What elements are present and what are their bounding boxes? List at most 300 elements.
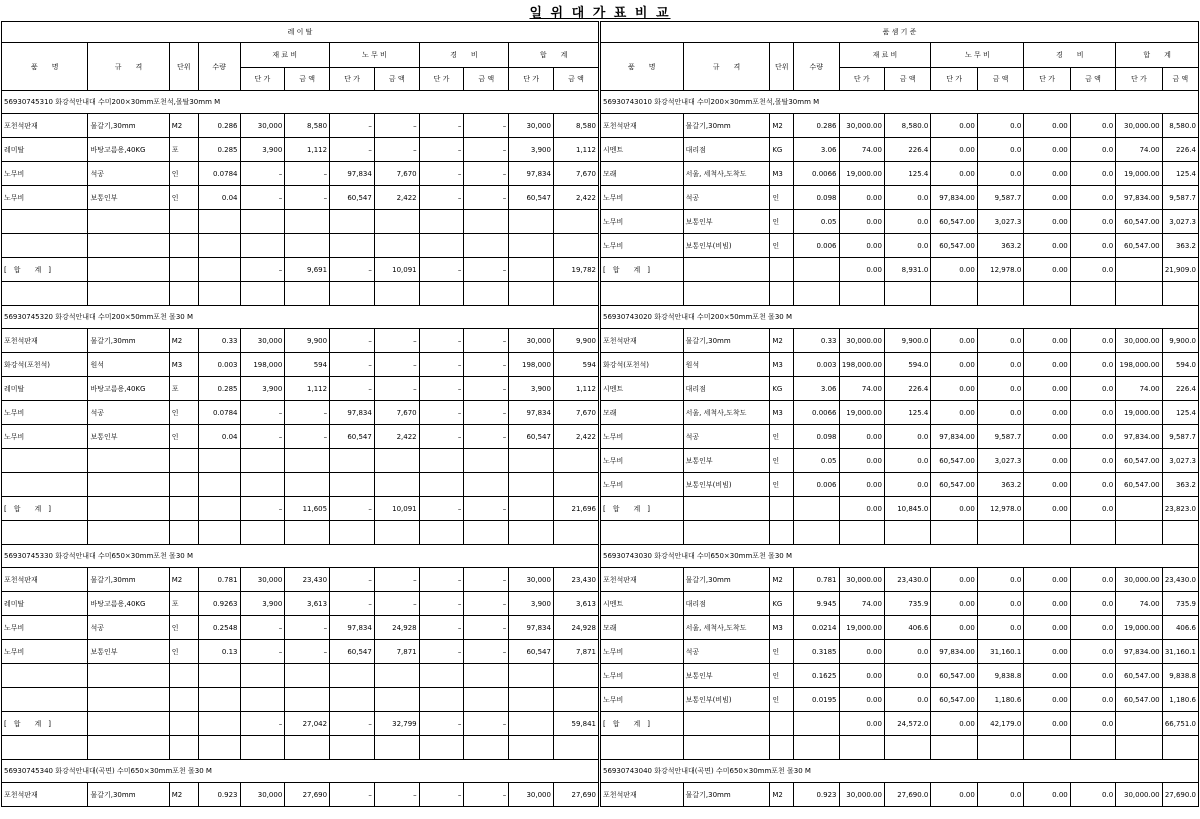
table-cell: 물갈기,30mm xyxy=(683,783,770,807)
table-cell xyxy=(884,521,930,545)
table-cell: 226.4 xyxy=(884,138,930,162)
table-cell: 24,572.0 xyxy=(884,712,930,736)
table-cell: 30,000 xyxy=(240,568,285,592)
table-cell: 30,000.00 xyxy=(1116,568,1162,592)
table-cell: – xyxy=(464,497,509,521)
table-cell xyxy=(794,497,839,521)
table-cell: 모래 xyxy=(601,616,684,640)
table-cell xyxy=(374,234,419,258)
table-cell: – xyxy=(464,616,509,640)
table-cell: 0.0 xyxy=(884,640,930,664)
table-cell: 9,900.0 xyxy=(884,329,930,353)
table-cell: 포 xyxy=(169,592,198,616)
table-cell: 0.00 xyxy=(1024,497,1070,521)
table-cell: – xyxy=(330,353,375,377)
table-row xyxy=(2,234,599,258)
table-cell: 0.00 xyxy=(839,664,884,688)
table-cell xyxy=(330,473,375,497)
panel-title: 품 셈 기 준 xyxy=(601,22,1199,43)
table-cell: 60,547 xyxy=(330,186,375,210)
table-cell: 0.0066 xyxy=(794,162,839,186)
table-cell: 0.33 xyxy=(794,329,839,353)
table-cell: – xyxy=(464,783,509,807)
table-cell: 0.00 xyxy=(839,712,884,736)
table-cell: 0.003 xyxy=(198,353,240,377)
table-cell: 0.00 xyxy=(839,449,884,473)
table-row xyxy=(601,688,1199,712)
table-cell: 0.923 xyxy=(794,783,839,807)
table-cell: 7,670 xyxy=(374,162,419,186)
header-unit: 단위 xyxy=(169,43,198,91)
table-cell xyxy=(683,258,770,282)
header-amount: 금 액 xyxy=(553,68,598,91)
table-cell: 석공 xyxy=(88,162,169,186)
table-cell xyxy=(2,688,88,712)
table-cell: 0.0 xyxy=(977,401,1023,425)
table-cell: 9,900 xyxy=(553,329,598,353)
header-spec: 규 격 xyxy=(683,43,770,91)
table-cell: 서울, 세척사,도착도 xyxy=(683,162,770,186)
table-cell xyxy=(839,521,884,545)
table-cell: 97,834 xyxy=(330,616,375,640)
table-row xyxy=(2,521,599,545)
table-cell: 74.00 xyxy=(1116,377,1162,401)
table-cell xyxy=(88,664,169,688)
cost-table xyxy=(1,21,599,807)
header-unit-price: 단 가 xyxy=(330,68,375,91)
table-cell: 363.2 xyxy=(1162,234,1198,258)
table-cell: 인 xyxy=(169,162,198,186)
table-cell: 3.06 xyxy=(794,138,839,162)
table-cell: – xyxy=(419,353,464,377)
table-cell: – xyxy=(240,616,285,640)
table-cell: 0.13 xyxy=(198,640,240,664)
table-cell: 23,430 xyxy=(285,568,330,592)
table-cell: [ 합 계 ] xyxy=(601,712,684,736)
table-cell xyxy=(198,521,240,545)
table-cell: 97,834.00 xyxy=(931,640,977,664)
table-cell: 30,000.00 xyxy=(1116,329,1162,353)
table-cell: 7,670 xyxy=(553,162,598,186)
table-cell xyxy=(2,234,88,258)
table-cell: 9,691 xyxy=(285,258,330,282)
table-cell xyxy=(464,234,509,258)
table-cell: M2 xyxy=(169,329,198,353)
table-cell: – xyxy=(464,377,509,401)
table-cell: 0.00 xyxy=(1024,186,1070,210)
table-cell: 32,799 xyxy=(374,712,419,736)
table-cell xyxy=(683,712,770,736)
table-cell: 시멘트 xyxy=(601,592,684,616)
table-cell: 31,160.1 xyxy=(977,640,1023,664)
table-cell xyxy=(464,210,509,234)
table-cell: KG xyxy=(770,138,794,162)
table-cell: 1,180.6 xyxy=(1162,688,1198,712)
table-cell: 포천석판재 xyxy=(601,568,684,592)
table-cell: – xyxy=(419,401,464,425)
item-code-row: 56930743010 화강석안내대 수미200×30mm포천석,몰탈30mm M xyxy=(601,91,1199,114)
table-cell xyxy=(1116,258,1162,282)
table-row xyxy=(601,568,1199,592)
table-cell xyxy=(2,282,88,306)
table-cell: M2 xyxy=(770,783,794,807)
table-cell xyxy=(509,234,554,258)
table-cell: 0.00 xyxy=(931,377,977,401)
table-cell: – xyxy=(374,592,419,616)
table-cell: 19,000.00 xyxy=(839,401,884,425)
table-cell: 서울, 세척사,도착도 xyxy=(683,616,770,640)
table-cell: 0.0 xyxy=(884,664,930,688)
table-cell: 0.00 xyxy=(1024,425,1070,449)
table-cell: 0.0 xyxy=(1070,353,1115,377)
table-cell: 60,547.00 xyxy=(931,210,977,234)
table-cell xyxy=(509,210,554,234)
table-cell: 포천석판재 xyxy=(601,783,684,807)
table-cell: 8,580.0 xyxy=(1162,114,1198,138)
table-cell xyxy=(794,736,839,760)
table-cell xyxy=(770,258,794,282)
table-cell: 0.3185 xyxy=(794,640,839,664)
header-amount: 금 액 xyxy=(977,68,1023,91)
table-cell: 0.00 xyxy=(1024,783,1070,807)
table-row xyxy=(601,282,1199,306)
table-cell: 0.0 xyxy=(884,210,930,234)
table-cell xyxy=(683,497,770,521)
table-cell: 모래 xyxy=(601,401,684,425)
table-cell: – xyxy=(464,401,509,425)
header-unit: 단위 xyxy=(770,43,794,91)
table-cell: 인 xyxy=(770,640,794,664)
table-cell: 0.0 xyxy=(977,138,1023,162)
table-cell: 74.00 xyxy=(1116,592,1162,616)
table-cell: 0.00 xyxy=(1024,329,1070,353)
table-cell: 226.4 xyxy=(884,377,930,401)
header-material: 재 료 비 xyxy=(240,43,330,68)
table-cell: 7,670 xyxy=(374,401,419,425)
table-cell: 0.0 xyxy=(884,234,930,258)
table-cell xyxy=(2,664,88,688)
table-cell: 97,834.00 xyxy=(1116,640,1162,664)
table-cell: 물갈기,30mm xyxy=(88,568,169,592)
header-amount: 금 액 xyxy=(884,68,930,91)
table-cell: 석공 xyxy=(88,616,169,640)
table-cell xyxy=(419,664,464,688)
table-cell: 0.00 xyxy=(1024,353,1070,377)
table-cell: 363.2 xyxy=(977,473,1023,497)
table-cell: 물갈기,30mm xyxy=(683,114,770,138)
table-cell: 74.00 xyxy=(839,377,884,401)
table-cell: 0.00 xyxy=(839,258,884,282)
table-cell xyxy=(509,712,554,736)
table-cell xyxy=(419,282,464,306)
table-cell: – xyxy=(464,592,509,616)
table-cell xyxy=(553,473,598,497)
table-cell: 363.2 xyxy=(1162,473,1198,497)
table-cell: 인 xyxy=(770,186,794,210)
table-cell xyxy=(88,210,169,234)
table-cell: 화강석(포천석) xyxy=(2,353,88,377)
header-name: 품 명 xyxy=(601,43,684,91)
table-cell: 74.00 xyxy=(839,138,884,162)
table-cell: M3 xyxy=(770,401,794,425)
table-cell: 바탕고름용,40KG xyxy=(88,138,169,162)
table-row xyxy=(601,425,1199,449)
table-cell: 바탕고름용,40KG xyxy=(88,377,169,401)
table-cell: 노무비 xyxy=(2,640,88,664)
table-cell xyxy=(553,210,598,234)
table-cell: M2 xyxy=(770,329,794,353)
table-cell: KG xyxy=(770,377,794,401)
table-cell: 1,112 xyxy=(285,138,330,162)
table-cell xyxy=(553,664,598,688)
document-title: 일 위 대 가 표 비 교 xyxy=(529,6,671,21)
table-cell xyxy=(770,521,794,545)
table-cell: 0.0 xyxy=(977,592,1023,616)
table-cell: 보통인부(비빔) xyxy=(683,688,770,712)
table-cell: 대리점 xyxy=(683,592,770,616)
table-cell: 0.0 xyxy=(977,353,1023,377)
table-cell: 인 xyxy=(770,473,794,497)
table-cell: – xyxy=(330,329,375,353)
table-cell: 9,587.7 xyxy=(1162,186,1198,210)
table-cell xyxy=(1070,736,1115,760)
table-cell xyxy=(553,449,598,473)
table-cell xyxy=(1162,521,1198,545)
table-cell xyxy=(88,473,169,497)
table-row xyxy=(601,449,1199,473)
table-cell: 물갈기,30mm xyxy=(88,114,169,138)
table-cell: 0.0 xyxy=(1070,449,1115,473)
table-cell: 0.0 xyxy=(884,449,930,473)
table-cell xyxy=(240,210,285,234)
item-code-row: 56930745320 화강석안내대 수미200×50mm포천 몰30 M xyxy=(2,306,599,329)
table-cell: 3,900 xyxy=(240,592,285,616)
table-cell: 노무비 xyxy=(2,616,88,640)
table-cell: 12,978.0 xyxy=(977,258,1023,282)
table-cell: 406.6 xyxy=(884,616,930,640)
table-cell: 0.00 xyxy=(931,258,977,282)
header-total: 합 계 xyxy=(509,43,599,68)
table-cell: – xyxy=(240,162,285,186)
table-cell: 물갈기,30mm xyxy=(683,329,770,353)
table-cell: 원석 xyxy=(683,353,770,377)
table-cell xyxy=(285,688,330,712)
table-cell: 60,547 xyxy=(509,425,554,449)
table-cell: 9,838.8 xyxy=(1162,664,1198,688)
table-cell: 10,091 xyxy=(374,258,419,282)
table-cell xyxy=(285,521,330,545)
table-cell: 406.6 xyxy=(1162,616,1198,640)
table-cell: 60,547.00 xyxy=(1116,688,1162,712)
table-row xyxy=(2,329,599,353)
table-cell: – xyxy=(285,616,330,640)
table-cell: 0.00 xyxy=(1024,473,1070,497)
table-cell xyxy=(794,521,839,545)
table-cell xyxy=(169,736,198,760)
table-cell: 10,091 xyxy=(374,497,419,521)
table-cell: – xyxy=(419,138,464,162)
table-cell: [ 합 계 ] xyxy=(2,712,88,736)
table-cell: – xyxy=(464,712,509,736)
table-cell xyxy=(509,473,554,497)
table-cell: 7,670 xyxy=(553,401,598,425)
table-cell xyxy=(169,258,198,282)
table-cell: 0.0 xyxy=(1070,329,1115,353)
table-cell: 보통인부 xyxy=(88,425,169,449)
table-cell xyxy=(419,449,464,473)
table-cell: – xyxy=(330,568,375,592)
table-cell xyxy=(419,473,464,497)
table-cell: 30,000 xyxy=(509,114,554,138)
table-cell xyxy=(330,210,375,234)
item-code-row: 56930743030 화강석안내대 수미650×30mm포천 몰30 M xyxy=(601,545,1199,568)
table-cell: 2,422 xyxy=(553,186,598,210)
table-cell xyxy=(683,521,770,545)
table-cell: 0.00 xyxy=(931,329,977,353)
table-cell xyxy=(553,521,598,545)
table-cell xyxy=(2,521,88,545)
table-cell: 60,547.00 xyxy=(931,234,977,258)
table-cell: 서울, 세척사,도착도 xyxy=(683,401,770,425)
table-cell: 0.0 xyxy=(1070,425,1115,449)
table-cell: 인 xyxy=(169,401,198,425)
table-cell xyxy=(1116,521,1162,545)
table-cell: 125.4 xyxy=(1162,401,1198,425)
table-cell: 24,928 xyxy=(374,616,419,640)
table-row xyxy=(2,783,599,807)
table-cell xyxy=(419,521,464,545)
table-cell: 60,547 xyxy=(509,186,554,210)
table-cell xyxy=(770,497,794,521)
table-row xyxy=(2,186,599,210)
table-cell: 0.00 xyxy=(1024,162,1070,186)
table-cell: 0.0 xyxy=(1070,114,1115,138)
table-cell: 0.00 xyxy=(931,401,977,425)
table-cell xyxy=(240,449,285,473)
table-cell xyxy=(169,688,198,712)
table-cell xyxy=(770,712,794,736)
table-cell xyxy=(169,664,198,688)
header-name: 품 명 xyxy=(2,43,88,91)
table-row xyxy=(2,353,599,377)
table-cell: M2 xyxy=(169,114,198,138)
table-cell: 0.0 xyxy=(1070,162,1115,186)
table-cell xyxy=(1070,282,1115,306)
table-cell: 인 xyxy=(770,210,794,234)
table-cell: – xyxy=(374,138,419,162)
table-cell xyxy=(464,664,509,688)
table-cell: 인 xyxy=(770,664,794,688)
table-row xyxy=(601,497,1199,521)
table-cell: 3,900 xyxy=(509,138,554,162)
table-row xyxy=(2,688,599,712)
table-cell: – xyxy=(285,186,330,210)
table-row xyxy=(2,114,599,138)
table-cell: – xyxy=(419,592,464,616)
table-row xyxy=(2,497,599,521)
table-cell: 125.4 xyxy=(884,401,930,425)
table-cell xyxy=(1116,736,1162,760)
table-row xyxy=(601,234,1199,258)
table-cell: 0.0 xyxy=(1070,258,1115,282)
table-cell: 60,547 xyxy=(509,640,554,664)
table-cell: – xyxy=(374,568,419,592)
table-cell: 0.0214 xyxy=(794,616,839,640)
table-cell: 19,000.00 xyxy=(839,616,884,640)
table-cell xyxy=(419,210,464,234)
table-cell: 3,900 xyxy=(509,592,554,616)
table-cell: 1,112 xyxy=(553,377,598,401)
item-code-row: 56930745330 화강석안내대 수미650×30mm포천 몰30 M xyxy=(2,545,599,568)
table-cell: 0.285 xyxy=(198,377,240,401)
table-cell: 21,909.0 xyxy=(1162,258,1198,282)
table-cell: M3 xyxy=(770,353,794,377)
table-row xyxy=(2,210,599,234)
table-cell xyxy=(240,234,285,258)
table-cell: M3 xyxy=(770,616,794,640)
table-cell xyxy=(374,210,419,234)
table-cell: 0.00 xyxy=(931,162,977,186)
table-row xyxy=(601,616,1199,640)
table-cell: 0.003 xyxy=(794,353,839,377)
table-cell: – xyxy=(419,258,464,282)
table-cell: 8,580 xyxy=(553,114,598,138)
table-cell: 0.0 xyxy=(884,186,930,210)
table-cell: 594.0 xyxy=(1162,353,1198,377)
table-cell: 11,605 xyxy=(285,497,330,521)
table-cell: 0.781 xyxy=(198,568,240,592)
table-cell: 0.00 xyxy=(1024,688,1070,712)
table-cell xyxy=(770,736,794,760)
table-cell: 60,547.00 xyxy=(931,473,977,497)
table-cell: 0.00 xyxy=(1024,568,1070,592)
table-cell xyxy=(509,688,554,712)
table-cell: 0.286 xyxy=(794,114,839,138)
table-cell: 보통인부 xyxy=(683,664,770,688)
table-cell xyxy=(169,473,198,497)
table-cell: 0.00 xyxy=(839,473,884,497)
table-cell: 7,871 xyxy=(374,640,419,664)
table-cell: – xyxy=(374,353,419,377)
table-cell: 0.2548 xyxy=(198,616,240,640)
table-cell: 노무비 xyxy=(601,640,684,664)
header-unit-price: 단 가 xyxy=(419,68,464,91)
table-cell xyxy=(198,210,240,234)
table-cell: 0.0 xyxy=(977,162,1023,186)
table-row xyxy=(601,162,1199,186)
table-cell: 0.04 xyxy=(198,186,240,210)
table-cell: 30,000 xyxy=(240,783,285,807)
table-cell: 0.00 xyxy=(1024,592,1070,616)
table-cell: 97,834 xyxy=(509,616,554,640)
table-cell: 9,587.7 xyxy=(977,425,1023,449)
table-cell: – xyxy=(464,353,509,377)
table-cell: 0.0 xyxy=(1070,138,1115,162)
table-cell: M3 xyxy=(770,162,794,186)
table-cell: 30,000.00 xyxy=(839,783,884,807)
table-cell: M2 xyxy=(169,568,198,592)
table-cell xyxy=(169,234,198,258)
table-cell: 물갈기,30mm xyxy=(683,568,770,592)
table-cell: 125.4 xyxy=(884,162,930,186)
table-cell: 물갈기,30mm xyxy=(88,783,169,807)
table-cell: 0.098 xyxy=(794,186,839,210)
table-row xyxy=(601,712,1199,736)
table-cell: 석공 xyxy=(683,186,770,210)
table-cell: 0.00 xyxy=(839,425,884,449)
table-cell: 보통인부 xyxy=(88,186,169,210)
header-amount: 금 액 xyxy=(1070,68,1115,91)
